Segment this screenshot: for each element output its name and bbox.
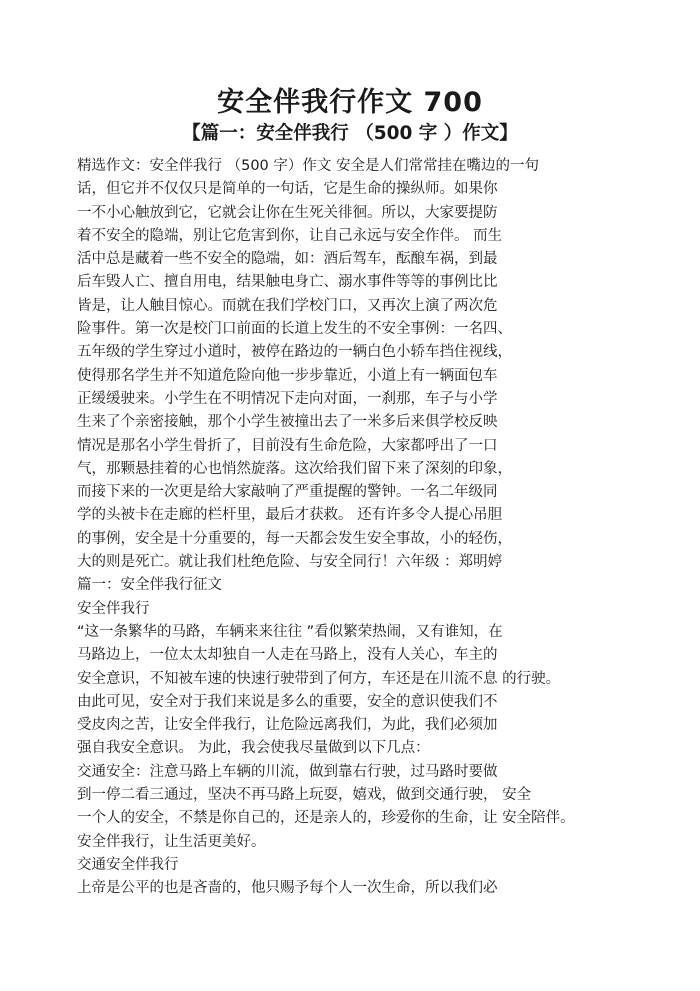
text-line: 活中总是藏着一些不安全的隐端，如：酒后驾车，酝酿车祸，到最 xyxy=(77,251,498,268)
text-line: 话，但它并不仅仅只是简单的一句话，它是生命的操纵师。如果你 xyxy=(77,181,498,198)
text-line: 五年级的学生穿过小道时，被停在路边的一辆白色小轿车挡住视线， xyxy=(77,344,512,361)
text-line: 险事件。第一次是校门口前面的长道上发生的不安全事例：一名四、 xyxy=(77,321,512,338)
text-line: 交通安全伴我行 xyxy=(77,856,179,873)
text-line: 皆是，让人触目惊心。而就在我们学校门口，又再次上演了两次危 xyxy=(77,297,498,314)
text-line: 情况是那名小学生骨折了，目前没有生命危险，大家都呼出了一口 xyxy=(77,437,498,454)
document-title: 安全伴我行作文 700 xyxy=(217,87,483,118)
text-line: 由此可见，安全对于我们来说是多么的重要，安全的意识使我们不 xyxy=(77,693,498,710)
text-line: 交通安全：注意马路上车辆的川流，做到靠右行驶，过马路时要做 xyxy=(77,763,498,780)
text-line: 着不安全的隐端，别让它危害到你，让自己永远与安全作伴。 而生 xyxy=(77,227,503,244)
text-line: 气，那颗悬挂着的心也悄然旋落。这次给我们留下来了深刻的印象， xyxy=(77,460,512,477)
text-line: 使得那名学生并不知道危险向他一步步靠近，小道上有一辆面包车 xyxy=(77,367,498,384)
text-line: 到一停二看三通过，坚决不再马路上玩耍，嬉戏，做到交通行驶， 安全 xyxy=(77,787,532,804)
text-line: 一个人的安全，不禁是你自己的，还是亲人的，珍爱你的生命，让 安全陪伴。 xyxy=(77,810,575,827)
text-line: 的事例，安全是十分重要的，每一天都会发生安全事故，小的轻伤， xyxy=(77,530,512,547)
text-line: 上帝是公平的也是吝啬的，他只赐予每个人一次生命，所以我们必 xyxy=(77,880,498,897)
text-line: 而接下来的一次更是给大家敲响了严重提醒的警钟。一名二年级同 xyxy=(77,484,498,501)
text-line: 受皮肉之苦，让安全伴我行，让危险远离我们，为此，我们必须加 xyxy=(77,717,498,734)
document-body xyxy=(77,155,637,901)
text-line: 安全意识，不知被车速的快速行驶带到了何方，车还是在川流不息 的行驶。 xyxy=(77,670,561,687)
text-line: 生来了个亲密接触，那个小学生被撞出去了一米多后来俱学校反映 xyxy=(77,414,498,431)
text-line: 篇一：安全伴我行征文 xyxy=(77,577,222,594)
text-line: 正缓缓驶来。小学生在不明情况下走向对面，一刹那，车子与小学 xyxy=(77,390,498,407)
text-line: 安全伴我行 xyxy=(77,600,150,617)
text-line: 安全伴我行，让生活更美好。 xyxy=(77,833,266,850)
text-line: 精选作文：安全伴我行 （500 字）作文 安全是人们常常挂在嘴边的一句 xyxy=(77,158,540,174)
text-line: 马路边上，一位太太却独自一人走在马路上，没有人关心，车主的 xyxy=(77,647,498,664)
document-subtitle: 【篇一：安全伴我行 （500 字 ）作文】 xyxy=(182,123,518,144)
text-line: 一不小心触放到它，它就会让你在生死关徘徊。所以，大家要提防 xyxy=(77,204,498,221)
text-line: “这一条繁华的马路，车辆来来往往 ”看似繁荣热闹，又有谁知，在 xyxy=(77,623,503,640)
text-line: 学的头被卡在走廊的栏杆里，最后才获救。 还有许多令人提心吊胆 xyxy=(77,507,503,524)
text-line: 大的则是死亡。就让我们杜绝危险、与安全同行！六年级 ：郑明婷 xyxy=(77,554,503,571)
text-line: 后车毁人亡、擅自用电，结果触电身亡、溺水事件等等的事例比比 xyxy=(77,274,498,291)
text-line: 强自我安全意识。 为此，我会使我尽量做到以下几点： xyxy=(77,740,430,757)
